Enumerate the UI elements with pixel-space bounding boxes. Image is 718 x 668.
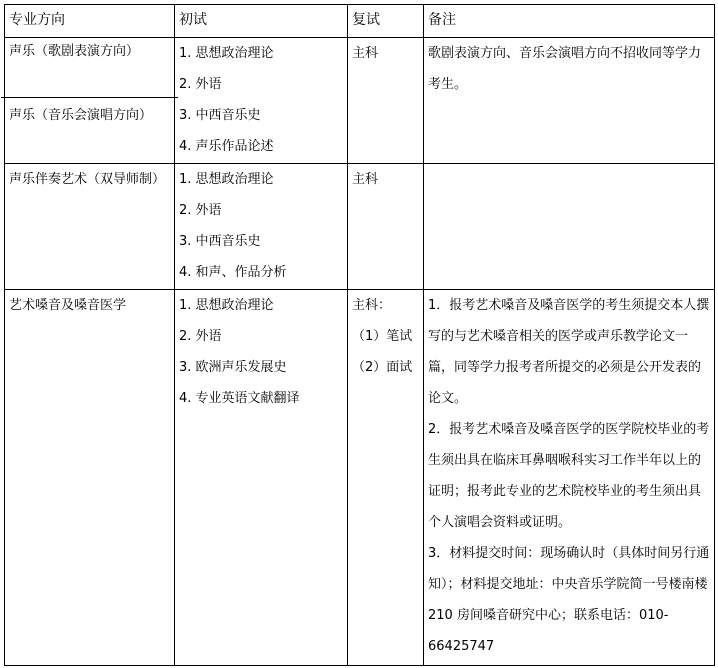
header-direction: 专业方向 <box>5 5 175 38</box>
exam-cell <box>175 290 348 666</box>
exam-item: 3. 欧洲声乐发展史 <box>179 360 287 375</box>
direction-cell <box>5 38 175 164</box>
header-retest: 复试 <box>348 5 424 38</box>
retest-cell <box>348 38 424 164</box>
retest-item: （1）笔试 <box>352 329 413 344</box>
note-paragraph: 歌剧表演方向、音乐会演唱方向不招收同等学力考生。 <box>428 46 702 92</box>
exam-item: 4. 声乐作品论述 <box>179 139 274 154</box>
retest-cell <box>348 290 424 666</box>
table-row <box>5 290 715 666</box>
direction-voice-medicine: 艺术嗓音及嗓音医学 <box>9 298 127 313</box>
table-row <box>5 38 715 164</box>
direction-accompaniment: 声乐伴奏艺术（双导师制） <box>9 172 166 187</box>
header-notes: 备注 <box>424 5 715 38</box>
exam-cell <box>175 38 348 164</box>
note-paragraph: 1．报考艺术嗓音及嗓音医学的考生须提交本人撰写的与艺术嗓音相关的医学或声乐教学论文一篇，同等学力报考者所提交的必须是公开发表的论文。 <box>428 298 710 406</box>
notes-cell <box>424 38 715 164</box>
note-paragraph: 2．报考艺术嗓音及嗓音医学的医学院校毕业的考生须出具在临床耳鼻咽喉科实习工作半年以上的证明；报考此专业的艺术院校毕业的考生须出具个人演唱会资料或证明。 <box>428 422 710 530</box>
direction-cell <box>5 164 175 290</box>
exam-item: 1. 思想政治理论 <box>179 298 274 313</box>
retest-item: 主科： <box>352 298 392 313</box>
direction-concert: 声乐（音乐会演唱方向） <box>9 108 153 123</box>
exam-subjects-table <box>4 4 715 666</box>
exam-item: 3. 中西音乐史 <box>179 108 261 123</box>
table-row <box>5 164 715 290</box>
direction-cell <box>5 290 175 666</box>
exam-item: 1. 思想政治理论 <box>179 172 274 187</box>
exam-item: 1. 思想政治理论 <box>179 46 274 61</box>
exam-item: 4. 专业英语文献翻译 <box>179 391 300 406</box>
retest-item: 主科 <box>352 172 379 187</box>
exam-item: 2. 外语 <box>179 77 222 92</box>
direction-opera: 声乐（歌剧表演方向） <box>9 44 140 59</box>
exam-item: 2. 外语 <box>179 203 222 218</box>
header-initial-exam: 初试 <box>175 5 348 38</box>
header-row <box>5 5 715 38</box>
exam-item: 3. 中西音乐史 <box>179 234 261 249</box>
retest-cell <box>348 164 424 290</box>
retest-item: （2）面试 <box>352 360 413 375</box>
exam-item: 2. 外语 <box>179 329 222 344</box>
notes-cell <box>424 290 715 666</box>
retest-item: 主科 <box>352 46 379 61</box>
notes-cell <box>424 164 715 290</box>
note-paragraph: 3．材料提交时间：现场确认时（具体时间另行通知）；材料提交地址：中央音乐学院简一号楼南楼 210 房间嗓音研究中心；联系电话：010-66425747 <box>428 546 710 654</box>
exam-item: 4. 和声、作品分析 <box>179 265 287 280</box>
exam-cell <box>175 164 348 290</box>
